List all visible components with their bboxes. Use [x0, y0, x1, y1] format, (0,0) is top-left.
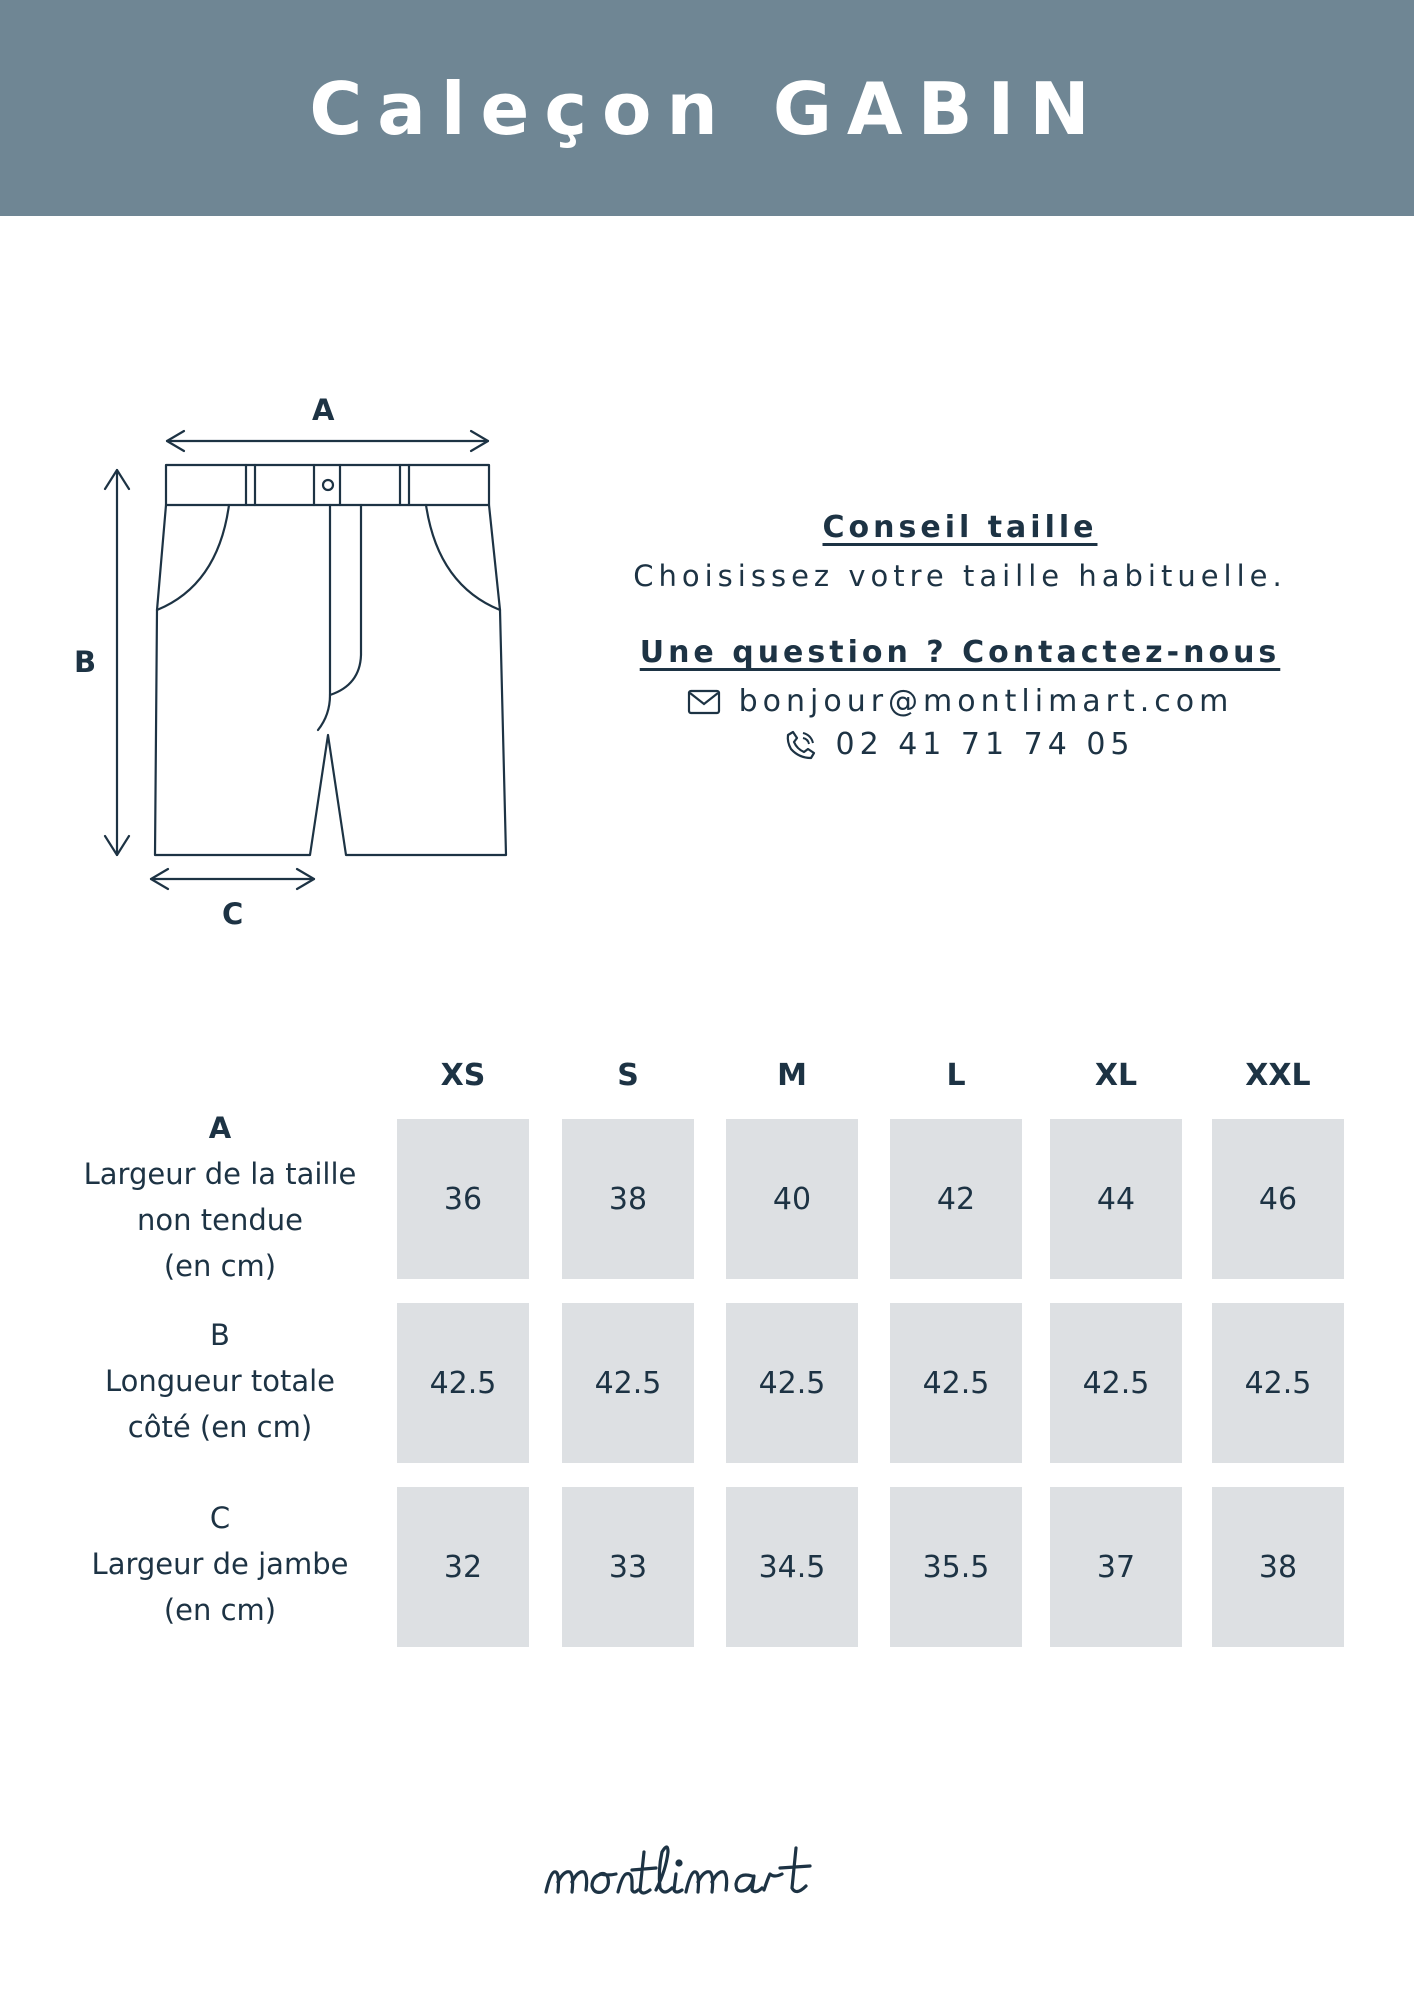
table-cell: 38 [562, 1119, 694, 1279]
phone-line [590, 727, 1330, 762]
row-label-line: côté (en cm) [127, 1410, 313, 1444]
email-line [590, 684, 1330, 719]
table-cell: 42.5 [890, 1303, 1022, 1463]
table-cell: 32 [397, 1487, 529, 1647]
size-header-xxl: XXL [1245, 1058, 1311, 1093]
phone-icon [785, 729, 817, 761]
table-cell: 42.5 [1050, 1303, 1182, 1463]
mail-icon [687, 689, 721, 715]
dimension-label-c: C [222, 897, 244, 931]
contact-heading: Une question ? Contactez-nous [639, 635, 1281, 670]
table-cell: 44 [1050, 1119, 1182, 1279]
table-cell: 40 [726, 1119, 858, 1279]
row-label-line: Largeur de jambe [91, 1547, 349, 1581]
page-title: Caleçon GABIN [309, 67, 1105, 151]
info-block [590, 510, 1330, 762]
row-letter: B [210, 1318, 230, 1352]
size-header-xl: XL [1094, 1058, 1138, 1093]
table-cell: 42.5 [1212, 1303, 1344, 1463]
size-advice-text: Choisissez votre taille habituelle. [633, 559, 1287, 593]
size-advice-heading: Conseil taille [822, 510, 1098, 545]
table-cell: 35.5 [890, 1487, 1022, 1647]
size-table [0, 1055, 1414, 1655]
row-label-line: Largeur de la taille [83, 1157, 357, 1191]
table-cell: 42.5 [562, 1303, 694, 1463]
row-letter: A [208, 1111, 232, 1145]
table-cell: 46 [1212, 1119, 1344, 1279]
table-cell: 42.5 [397, 1303, 529, 1463]
montlimart-logo [540, 1830, 880, 1910]
row-label-line: (en cm) [163, 1593, 277, 1627]
table-cell: 42 [890, 1119, 1022, 1279]
shorts-diagram [60, 385, 530, 945]
header-banner [0, 0, 1414, 216]
size-header-s: S [617, 1058, 639, 1093]
table-cell: 33 [562, 1487, 694, 1647]
dimension-label-a: A [312, 393, 335, 427]
table-cell: 38 [1212, 1487, 1344, 1647]
email-link[interactable]: bonjour@montlimart.com [738, 684, 1234, 719]
size-header-l: L [946, 1058, 966, 1093]
table-cell: 42.5 [726, 1303, 858, 1463]
table-cell: 37 [1050, 1487, 1182, 1647]
row-label-b [40, 1312, 400, 1450]
dimension-label-b: B [74, 645, 97, 679]
size-header-xs: XS [440, 1058, 486, 1093]
row-label-line: Longueur totale [104, 1364, 336, 1398]
table-cell: 34.5 [726, 1487, 858, 1647]
row-label-c [40, 1495, 400, 1633]
row-letter: C [209, 1501, 231, 1535]
row-label-a [40, 1105, 400, 1289]
row-label-line: (en cm) [163, 1249, 277, 1283]
size-header-m: M [777, 1058, 807, 1093]
row-label-line: non tendue [137, 1203, 303, 1237]
phone-link[interactable]: 02 41 71 74 05 [835, 727, 1135, 762]
table-cell: 36 [397, 1119, 529, 1279]
logo-script [540, 1830, 880, 1910]
shorts-illustration [60, 385, 530, 945]
